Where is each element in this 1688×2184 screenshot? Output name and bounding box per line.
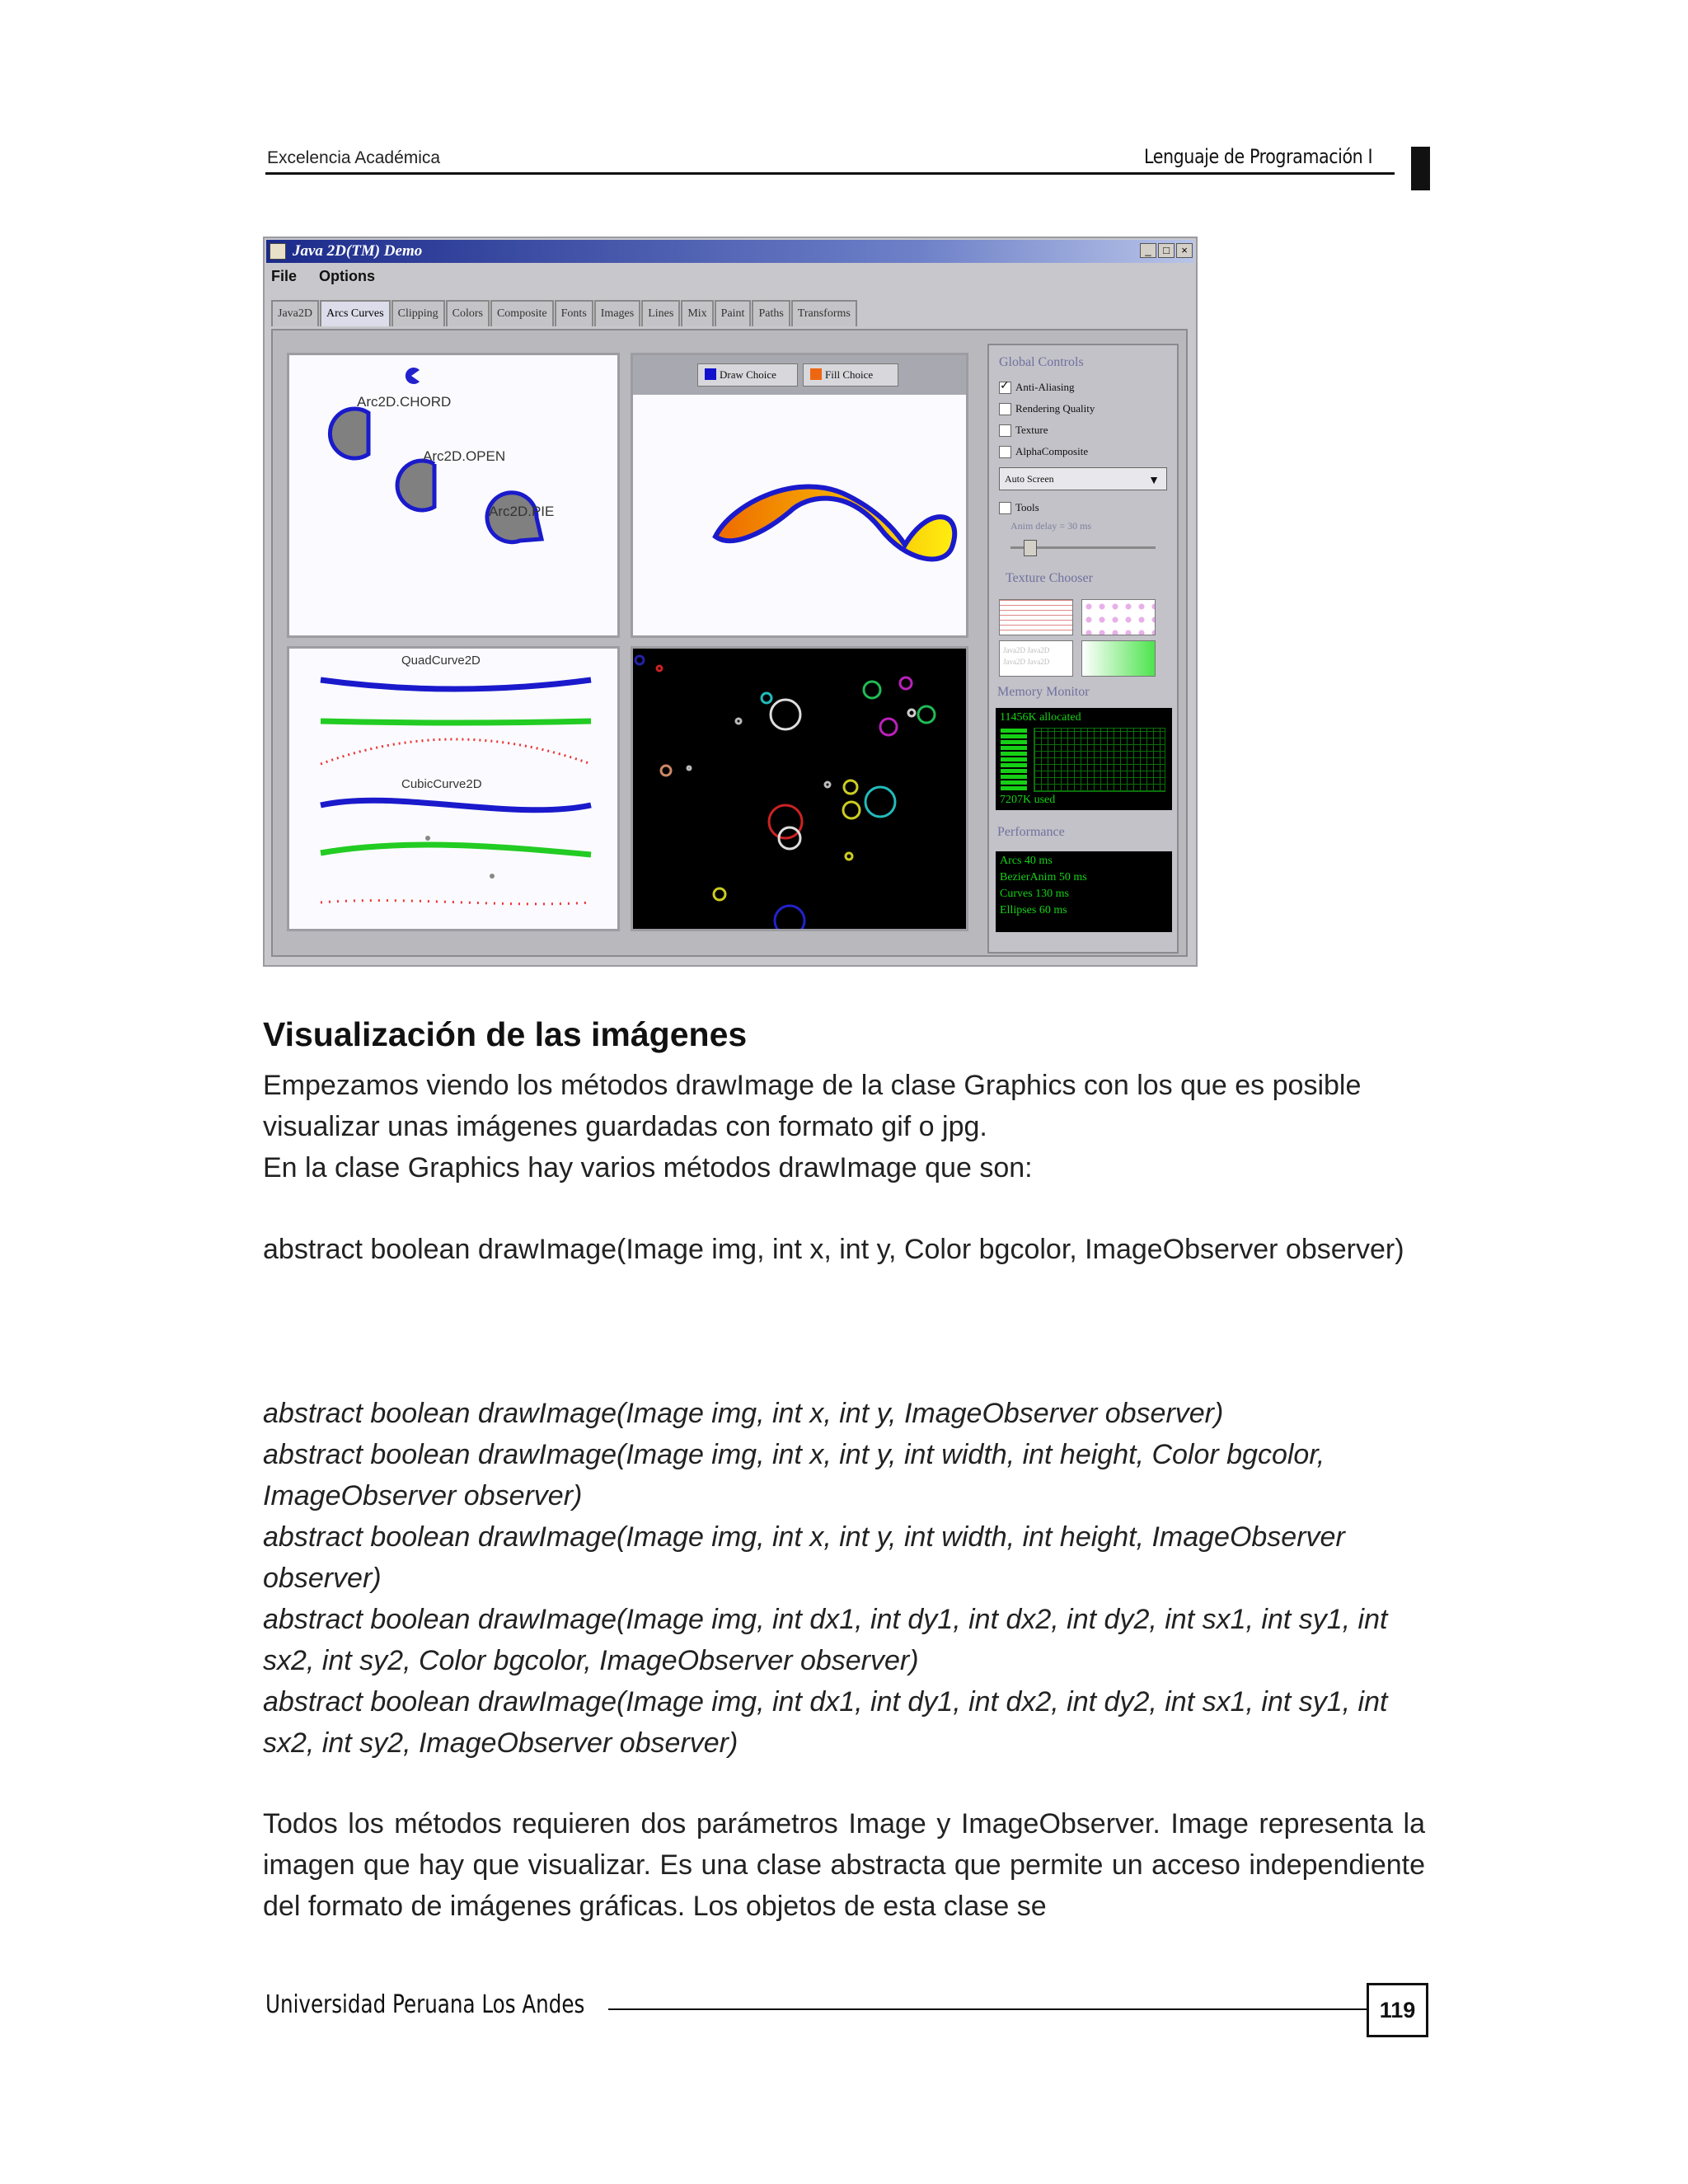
draw-choice-label: Draw Choice (720, 368, 776, 381)
chevron-down-icon: ▼ (1148, 475, 1160, 487)
ellipse (657, 666, 662, 671)
memory-allocated: 11456K allocated (1000, 711, 1081, 724)
ellipses-drawing (633, 649, 966, 929)
ellipse (775, 906, 804, 929)
menu-file[interactable]: File (271, 268, 298, 284)
screen-select[interactable] (999, 467, 1167, 490)
menu-options[interactable]: Options (319, 268, 376, 284)
tab-colors[interactable]: Colors (446, 300, 490, 326)
cubic-curve-blue (321, 800, 591, 810)
quad-curve-dotted (321, 739, 591, 764)
label-quad-curve: QuadCurve2D (401, 654, 481, 668)
ellipse (661, 766, 671, 776)
performance-line: BezierAnim 50 ms (1000, 871, 1087, 883)
texture-chooser-title: Texture Chooser (1006, 571, 1093, 585)
method-list (263, 1393, 1425, 1764)
checkmark-icon: ✓ (1000, 380, 1010, 392)
page-number: 119 (1367, 1983, 1428, 2037)
tools-label: Tools (1015, 501, 1039, 513)
performance-line: Ellipses 60 ms (1000, 904, 1067, 916)
ellipse (908, 710, 915, 716)
label-arc-open: Arc2D.OPEN (423, 448, 506, 464)
tab-paint[interactable]: Paint (715, 300, 752, 326)
global-controls-title: Global Controls (999, 355, 1084, 369)
memory-monitor-display (996, 708, 1172, 810)
alpha-composite-checkbox[interactable] (999, 446, 1011, 458)
ellipse (843, 802, 860, 818)
tab-java2d[interactable]: Java2D (271, 300, 319, 326)
ellipses-demo-panel (631, 646, 968, 931)
cubic-curve-dotted (321, 901, 591, 904)
demo-tabs (271, 300, 858, 328)
intro-text: Empezamos viendo los métodos drawImage de la clase Graphics con los que es posible visualizar unas imágenes guardadas con formato gif o jpg. (263, 1070, 1362, 1142)
ellipse (880, 719, 897, 735)
alpha-composite-label: AlphaComposite (1015, 445, 1089, 457)
arcs-demo-panel (287, 353, 620, 638)
rendering-quality-checkbox[interactable] (999, 403, 1011, 415)
ellipse (846, 853, 852, 860)
texture-dots-swatch[interactable] (1081, 599, 1156, 635)
window-title: Java 2D(TM) Demo (293, 242, 423, 260)
ellipse (918, 706, 935, 723)
ellipse (900, 677, 912, 689)
texture-text-swatch[interactable]: Java2D Java2D Java2D Java2D (999, 640, 1073, 677)
texture-checkbox[interactable] (999, 424, 1011, 437)
method-signature-item: abstract boolean drawImage(Image img, int x, int y, int width, int height, Color bgcolor, ImageObserver observer) (263, 1439, 1325, 1511)
arcs-drawing (289, 355, 617, 635)
ellipse (825, 782, 830, 787)
quad-curve-blue (321, 680, 591, 689)
memory-used: 7207K used (1000, 794, 1056, 806)
memory-bar (1001, 728, 1027, 790)
fill-choice-label: Fill Choice (825, 368, 874, 381)
tab-images[interactable]: Images (594, 300, 640, 326)
texture-label: Texture (1015, 424, 1048, 436)
tab-fonts[interactable]: Fonts (555, 300, 593, 326)
tab-clipping[interactable]: Clipping (392, 300, 445, 326)
footer-rule (608, 2008, 1367, 2010)
intro-text-2: En la clase Graphics hay varios métodos drawImage que son: (263, 1152, 1033, 1183)
screen-select-value: Auto Screen (1005, 473, 1054, 485)
header-block (1411, 147, 1430, 190)
performance-line: Curves 130 ms (1000, 888, 1069, 900)
label-arc-pie: Arc2D.PIE (489, 504, 555, 519)
anti-aliasing-checkbox[interactable] (999, 382, 1011, 394)
texture-gradient-swatch[interactable] (1081, 640, 1156, 677)
java-cup-icon (270, 243, 286, 260)
performance-line: Arcs 40 ms (1000, 855, 1053, 867)
bezier-demo-panel (631, 353, 968, 638)
arc-chord-shape (330, 409, 368, 458)
ellipse (864, 682, 880, 698)
tab-mix[interactable]: Mix (681, 300, 713, 326)
slider-thumb[interactable] (1024, 540, 1037, 556)
tab-lines[interactable]: Lines (641, 300, 680, 326)
footer-university: Universidad Peruana Los Andes (265, 1990, 585, 2019)
menubar (271, 268, 393, 285)
control-point (490, 874, 495, 879)
section-heading: Visualización de las imágenes (263, 1015, 748, 1053)
minimize-icon[interactable]: _ (1140, 243, 1156, 258)
ellipse (769, 805, 802, 838)
ellipse (844, 780, 857, 794)
label-arc-chord: Arc2D.CHORD (357, 394, 452, 410)
tools-checkbox[interactable] (999, 502, 1011, 514)
ellipse (687, 766, 691, 770)
curves-demo-panel (287, 646, 620, 931)
method-signature-item: abstract boolean drawImage(Image img, int x, int y, int width, int height, ImageObserver observer) (263, 1521, 1345, 1594)
performance-title: Performance (997, 825, 1065, 839)
quad-curve-green (321, 721, 591, 723)
header-rule (265, 172, 1395, 175)
tab-paths[interactable]: Paths (752, 300, 790, 326)
arc-open-shape (397, 461, 434, 510)
tab-arcs-curves[interactable]: Arcs Curves (320, 300, 391, 326)
method-signature: abstract boolean drawImage(Image img, int x, int y, Color bgcolor, ImageObserver observer) (263, 1234, 1404, 1265)
method-signature-item: abstract boolean drawImage(Image img, int dx1, int dy1, int dx2, int dy2, int sx1, int sy1, int sx2, int sy2, ImageObserver observer) (263, 1686, 1388, 1759)
running-header-right: Lenguaje de Programación I (1144, 145, 1373, 168)
ellipse (635, 656, 644, 664)
rendering-quality-label: Rendering Quality (1015, 402, 1095, 415)
window-titlebar (266, 240, 1194, 263)
method-signature-item: abstract boolean drawImage(Image img, int dx1, int dy1, int dx2, int dy2, int sx1, int sy1, int sx2, int sy2, Color bgcolor, ImageObserver observer) (263, 1604, 1388, 1676)
ellipse (736, 719, 741, 724)
intro-paragraph (263, 1065, 1425, 1188)
ellipse (865, 787, 895, 817)
running-header-left: Excelencia Académica (267, 148, 441, 167)
ellipse (771, 700, 800, 729)
tab-composite[interactable]: Composite (490, 300, 554, 326)
maximize-icon[interactable]: □ (1158, 243, 1175, 258)
texture-grid-swatch[interactable] (999, 599, 1073, 635)
cubic-curve-green (321, 845, 591, 855)
closing-paragraph: Todos los métodos requieren dos parámetros Image y ImageObserver. Image representa la imagen que hay que visualizar. Es una clase abstracta que permite un acceso independiente del formato de imágenes gráficas. Los objetos de esta clase se (263, 1808, 1425, 1922)
control-point (425, 836, 430, 841)
label-cubic-curve: CubicCurve2D (401, 777, 482, 791)
tab-transforms[interactable]: Transforms (791, 300, 857, 326)
method-signature-item: abstract boolean drawImage(Image img, int x, int y, ImageObserver observer) (263, 1398, 1224, 1429)
anim-delay-label: Anim delay = 30 ms (1010, 520, 1092, 532)
ellipse (762, 693, 771, 703)
memory-monitor-title: Memory Monitor (997, 685, 1090, 699)
pacman-arc-icon (406, 368, 420, 384)
memory-graph (1034, 728, 1165, 792)
anti-aliasing-label: Anti-Aliasing (1015, 381, 1075, 393)
bezier-drawing (633, 355, 966, 635)
close-icon[interactable]: × (1176, 243, 1193, 258)
bezier-shape (715, 487, 954, 560)
performance-display (996, 851, 1172, 932)
ellipse (714, 888, 725, 900)
global-controls-column (987, 344, 1179, 954)
